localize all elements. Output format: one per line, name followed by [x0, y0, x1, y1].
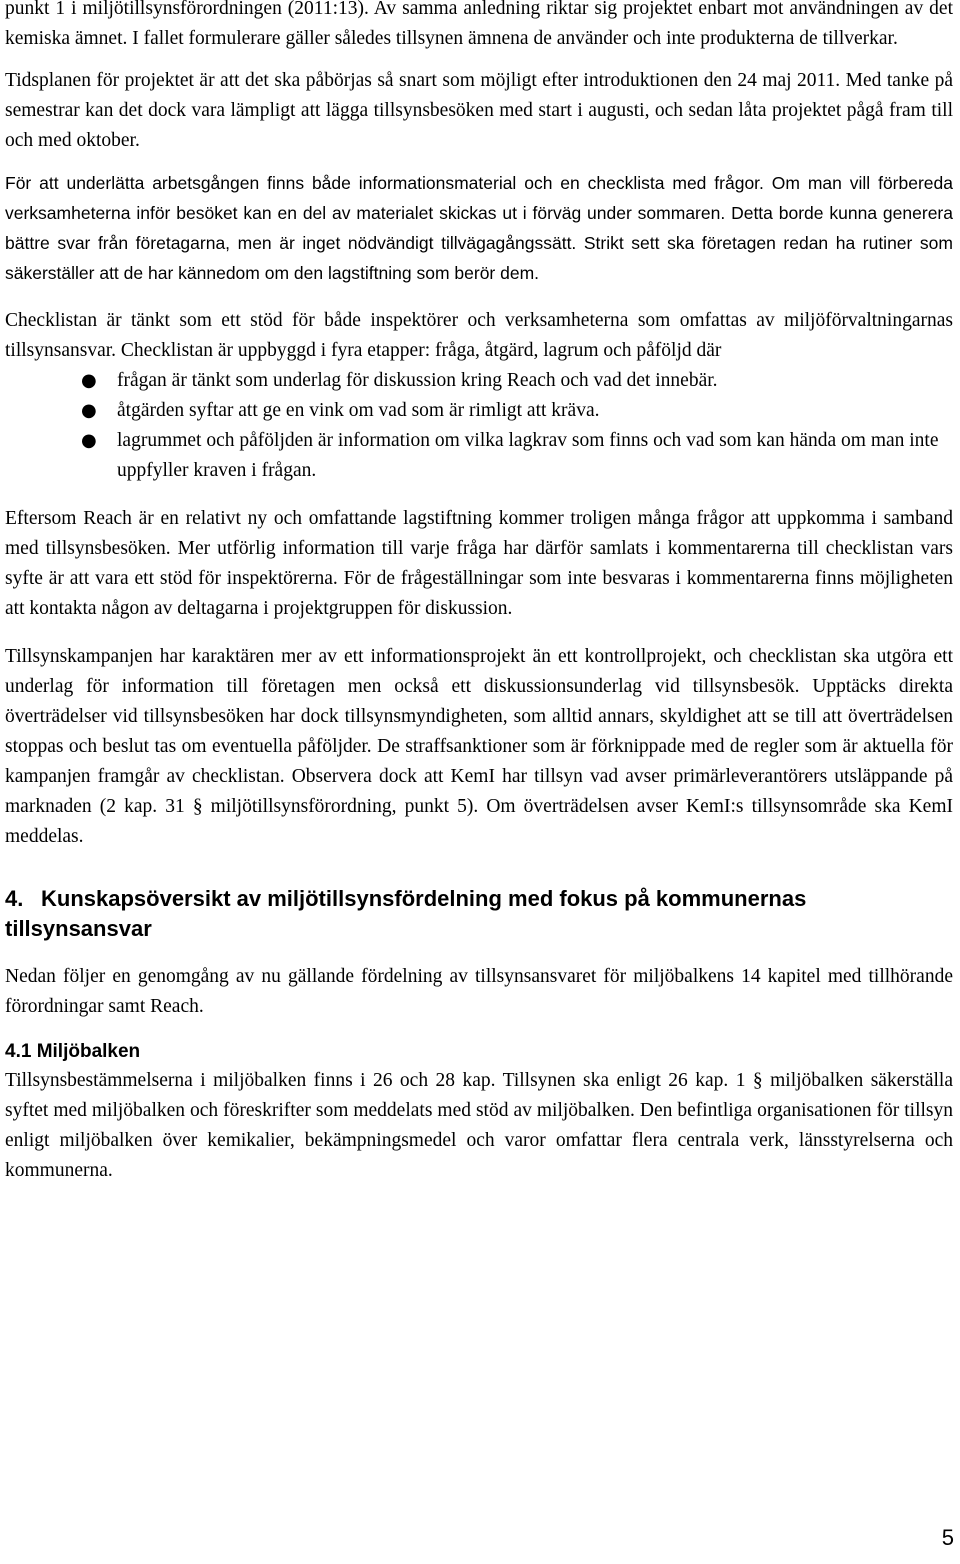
- section-4-title: Kunskapsöversikt av miljötillsynsfördelning med fokus på kommunernas tillsynsansvar: [5, 886, 807, 941]
- list-item-text: frågan är tänkt som underlag för diskussion kring Reach och vad det innebär.: [117, 370, 718, 391]
- paragraph-campaign: Tillsynskampanjen har karaktären mer av ett informationsprojekt än ett kontrollprojekt, och checklistan ska utgöra ett underlag för information till företagen men också ett diskussionsunderlag vid tillsynsbesök. Upptäcks direkta överträdelser vid tillsynsbesöken har dock tillsynsmyndigheten, som alltid annars, skyldighet att se till att överträdelsen stoppas och beslut tas om eventuella påföljder. De straffsanktioner som är förknippade med de regler som är aktuella för kampanjen framgår av checklistan. Observera dock att KemI har tillsyn vad avser primärleverantörers utsläppande på marknaden (2 kap. 31 § miljötillsynsförordning, punkt 5). Om överträdelsen avser KemI:s tillsynsområde ska KemI meddelas.: [5, 646, 953, 847]
- list-item-text: åtgärden syftar att ge en vink om vad som är rimligt att kräva.: [117, 400, 600, 421]
- paragraph-scope: punkt 1 i miljötillsynsförordningen (2011:13). Av samma anledning riktar sig projektet enbart mot användningen av det kemiska ämnet. I fallet formulerare gäller således tillsynen ämnena de använder och inte produkterna de tillverkar.: [5, 0, 953, 49]
- paragraph-materials: För att underlätta arbetsgången finns både informationsmaterial och en checklista med frågor. Om man vill förbereda verksamheterna inför besöket kan en del av materialet skickas ut i förväg under sommaren. Detta borde kunna generera bättre svar från företagarna, men är inget nödvändigt tillvägagångssätt. Strikt sett ska företagen redan ha rutiner som säkerställer att de har kännedom om den lagstiftning som berör dem.: [5, 173, 953, 283]
- paragraph-schedule: Tidsplanen för projektet är att det ska påbörjas så snart som möjligt efter introduktionen den 24 maj 2011. Med tanke på semestrar kan det dock vara lämpligt att lägga tillsynsbesöken med start i augusti, och sedan låta projektet pågå fram till och med oktober.: [5, 70, 953, 151]
- bullet-icon: ●: [81, 400, 97, 421]
- bullet-icon: ●: [81, 430, 97, 451]
- section-4-1-text: Tillsynsbestämmelserna i miljöbalken finns i 26 och 28 kap. Tillsynen ska enligt 26 kap. 1 § miljöbalken säkerställa syftet med miljöbalken och föreskrifter som meddelats med stöd av miljöbalken. Den befintliga organisationen för tillsyn enligt miljöbalken över kemikalier, bekämpningsmedel och varor omfattar flera centrala verk, länsstyrelserna och kommunerna.: [5, 1070, 953, 1181]
- list-item: [5, 396, 953, 426]
- section-4-intro: Nedan följer en genomgång av nu gällande fördelning av tillsynsansvaret för miljöbalkens 14 kapitel med tillhörande förordningar samt Reach.: [5, 966, 953, 1017]
- list-item-text: lagrummet och påföljden är information om vilka lagkrav som finns och vad som kan hända om man inte uppfyller kraven i frågan.: [117, 430, 939, 481]
- bullet-icon: ●: [81, 370, 97, 391]
- section-4-number: 4.: [5, 886, 24, 911]
- paragraph-reach-questions: Eftersom Reach är en relativt ny och omfattande lagstiftning kommer troligen många frågor att uppkomma i samband med tillsynsbesöken. Mer utförlig information till varje fråga har därför samlats i kommentarerna till checklistan vars syfte är att vara ett stöd för inspektörerna. För de frågeställningar som inte besvaras i kommentarerna finns möjligheten att kontakta någon av deltagarna i projektgruppen för diskussion.: [5, 508, 953, 619]
- checklist-stages-list: [5, 366, 953, 486]
- list-item: [5, 366, 953, 396]
- paragraph-checklist: Checklistan är tänkt som ett stöd för både inspektörer och verksamheterna som omfattas av miljöförvaltningarnas tillsynsansvar. Checklistan är uppbyggd i fyra etapper: fråga, åtgärd, lagrum och påföljd där: [5, 310, 953, 361]
- document-page: [5, 0, 953, 1186]
- section-4-heading: [5, 884, 953, 944]
- page-number: 5: [941, 1525, 954, 1550]
- section-4-1-heading: 4.1 Miljöbalken: [5, 1041, 141, 1062]
- list-item: [5, 426, 953, 486]
